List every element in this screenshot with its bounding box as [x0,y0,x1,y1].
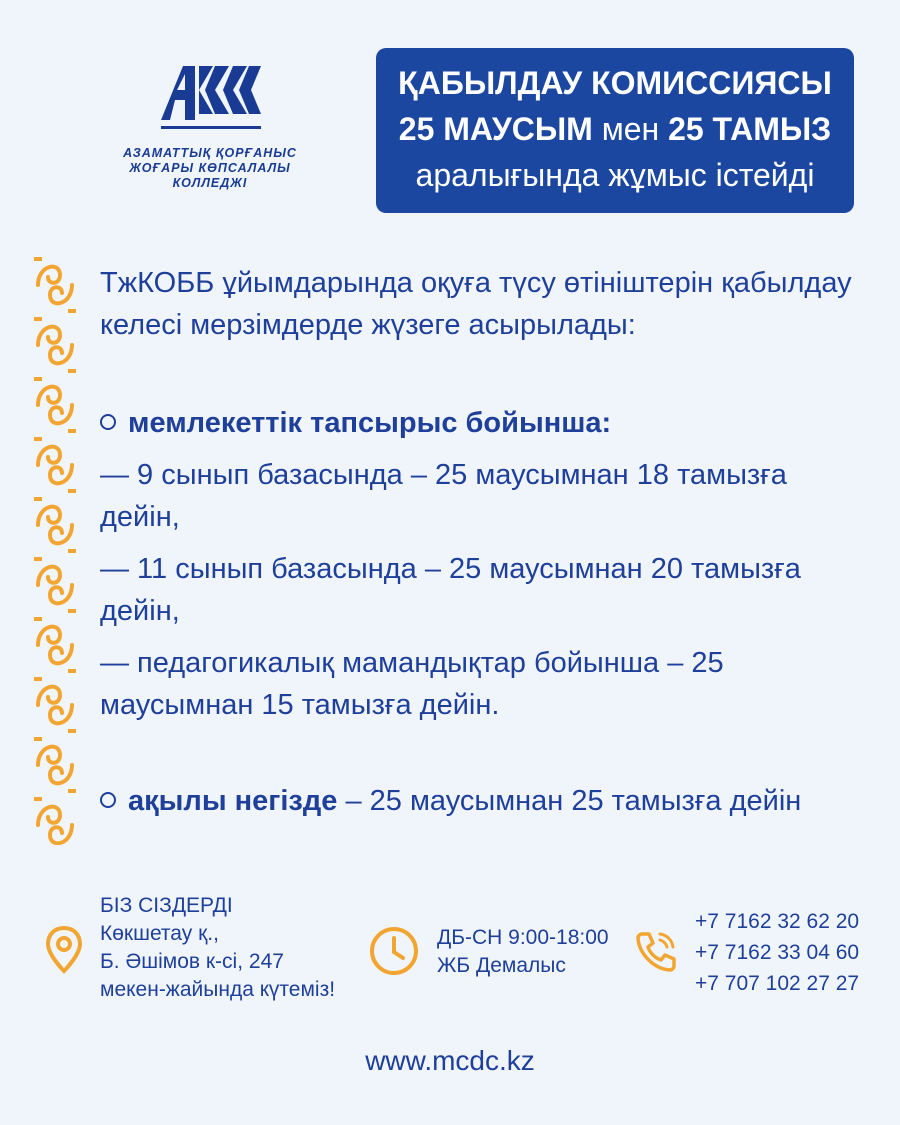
paid-text: – 25 маусымнан 25 тамызға дейін [337,785,802,817]
address-line: Б. Әшімов к-сі, 247 [100,950,284,973]
logo-mark-icon [155,60,265,138]
admission-banner [376,48,854,213]
banner-dates [376,106,854,152]
banner-title: ҚАБЫЛДАУ КОМИССИЯСЫ [398,65,832,101]
address-line: мекен-жайында күтеміз! [100,978,336,1001]
list-item: — педагогикалық мамандықтар бойынша – 25 маусымнан 15 тамызға дейін. [100,647,724,721]
phone-number[interactable]: +7 7162 33 04 60 [695,941,860,964]
state-order-title [100,402,870,444]
clock-icon [368,925,420,977]
hours-line: ДБ-СН 9:00-18:00 [437,926,609,949]
banner-subtitle: аралығында жұмыс істейді [415,157,815,193]
phone-number[interactable]: +7 7162 32 62 20 [695,910,860,933]
college-logo [100,60,320,191]
logo-text-line1: АЗАМАТТЫҚ ҚОРҒАНЫС [123,146,297,160]
address-block [100,892,335,1004]
location-pin-icon [45,925,83,975]
main-content [100,262,870,822]
banner-start-date: 25 МАУСЫМ [398,111,593,147]
logo-text-line3: КОЛЛЕДЖІ [172,176,248,190]
hours-line: ЖБ Демалыс [437,954,566,977]
working-hours-block [437,924,609,980]
bullet-circle-icon [100,414,116,430]
banner-end-date: 25 ТАМЫЗ [668,111,832,147]
list-item: — 11 сынып базасында – 25 маусымнан 20 тамызға дейін, [100,553,801,627]
phones-block [695,906,859,999]
ornament-border-icon [30,255,80,845]
logo-text-line2: ЖОҒАРЫ КӨПСАЛАЛЫ [129,161,291,175]
phone-icon [634,928,680,974]
bullet-circle-icon [100,792,116,808]
phone-number[interactable]: +7 707 102 27 27 [695,972,860,995]
banner-conjunction: мен [592,111,669,147]
list-item: — 9 сынып базасында – 25 маусымнан 18 тамызға дейін, [100,459,787,533]
paid-title: ақылы негізде [128,785,338,817]
state-order-label: мемлекеттік тапсырыс бойынша: [128,407,612,439]
website-link[interactable]: www.mcdc.kz [365,1045,535,1076]
intro-text: ТжКОББ ұйымдарында оқуға түсу өтініштерін қабылдау келесі мерзімдерде жүзеге асырылады: [100,267,852,341]
address-line: Көкшетау қ., [100,922,219,945]
address-line: БІЗ СІЗДЕРДІ [100,894,233,917]
paid-basis-line [100,780,870,822]
